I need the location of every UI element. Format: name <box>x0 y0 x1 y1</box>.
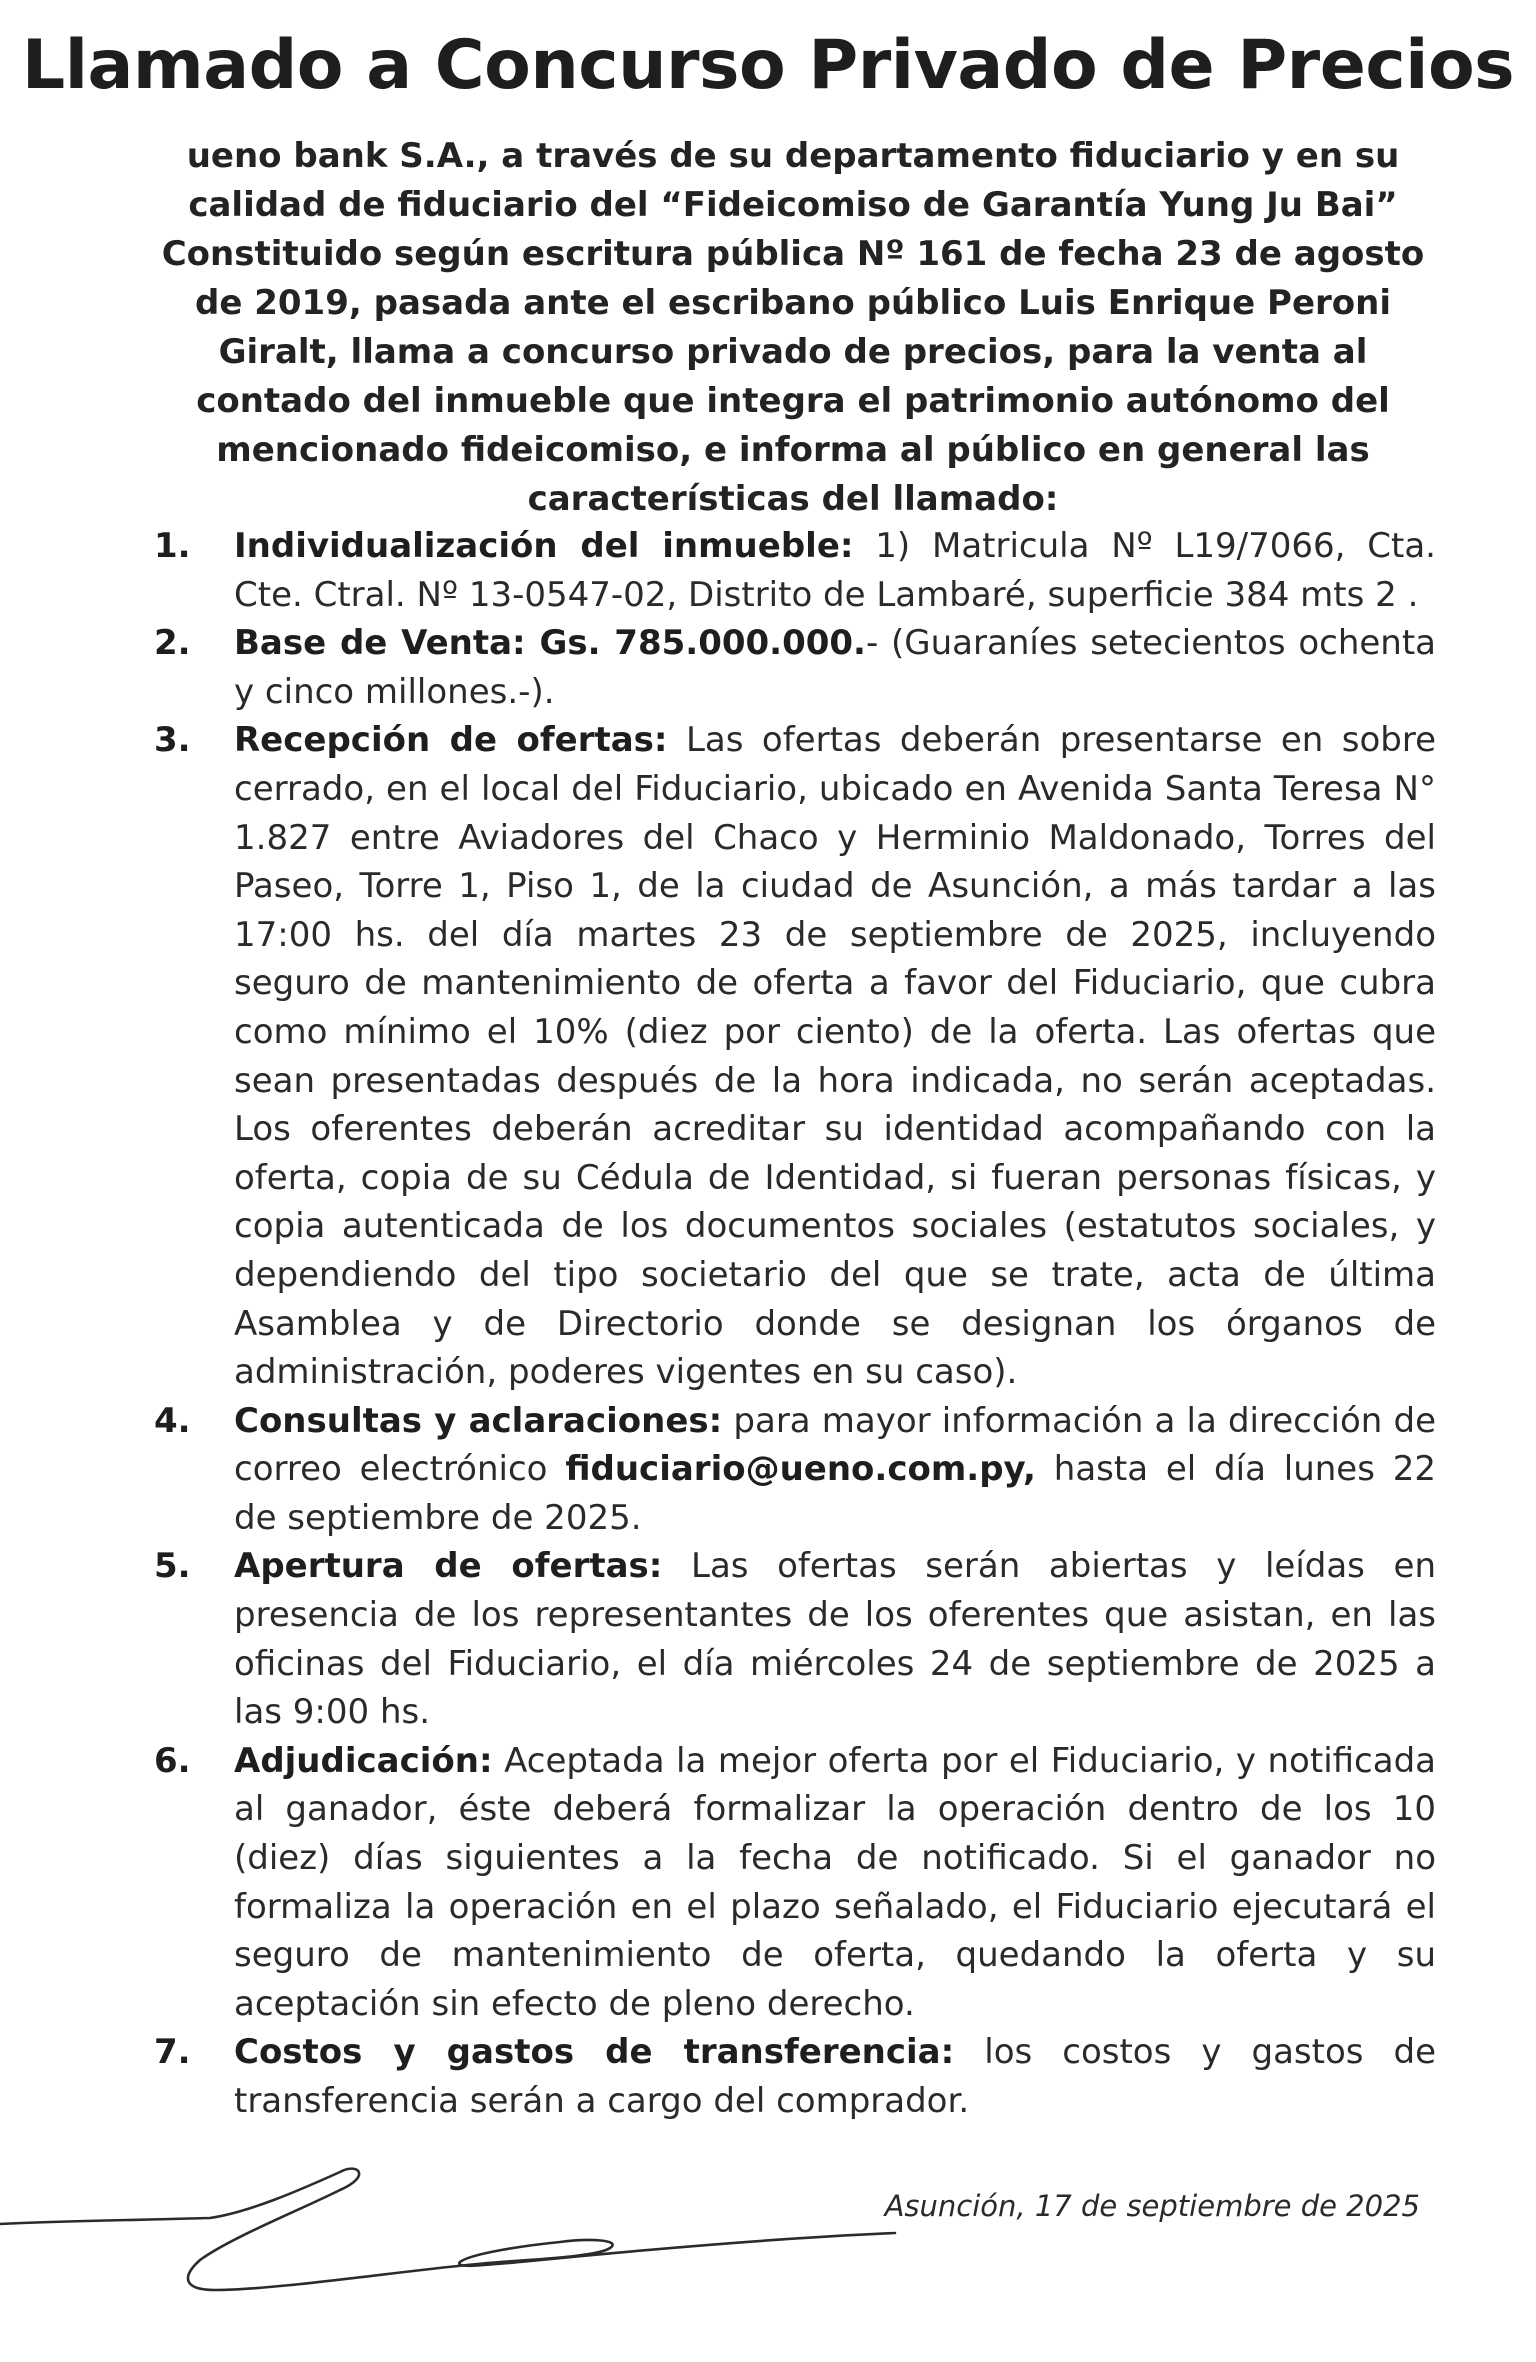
item-number: 3. <box>154 720 191 761</box>
item-text: Las ofertas deberán presentarse en sobre cerrado, en el local del Fiduciario, ubicado en Avenida Santa Teresa N° 1.827 entre Aviadores del Chaco y Herminio Maldonado, Torres del Paseo, Torre 1, Piso 1, de la ciudad de Asunción, a más tardar a las 17:00 hs. del día martes 23 de septiembre de 2025, incluyendo seguro de mantenimiento de oferta a favor del Fiduciario, que cubra como mínimo el 10% (diez por ciento) de la oferta. Las ofertas que sean presentadas después de la hora indicada, no serán aceptadas. Los oferentes deberán acreditar su identidad acompañando con la oferta, copia de su Cédula de Identidad, si fueran personas físicas, y copia autenticada de los documentos sociales (estatutos sociales, y dependiendo del tipo societario del que se trate, acta de última Asamblea y de Directorio donde se designan los órganos de administración, poderes vigentes en su caso). <box>234 720 1437 1393</box>
list-item-inquiries <box>150 1397 1436 1543</box>
list-item-offer-reception <box>150 716 1436 1396</box>
item-label: Base de Venta: Gs. 785.000.000. <box>234 623 866 664</box>
signature-flourish <box>0 2150 930 2330</box>
list-item-sale-base <box>150 619 1436 716</box>
item-text: - (Guaraníes setecientos ochenta y cinco millones.-). <box>234 623 1437 712</box>
item-text-after: hasta el día lunes 22 de septiembre de 2025. <box>234 1449 1437 1538</box>
item-text: Las ofertas serán abiertas y leídas en presencia de los representantes de los oferentes que asistan, en las oficinas del Fiduciario, el día miércoles 24 de septiembre de 2025 a las 9:00 hs. <box>234 1546 1436 1733</box>
item-text: para mayor información a la dirección de correo electrónico <box>234 1400 1436 1490</box>
list-item-offer-opening <box>150 1542 1436 1736</box>
item-number: 4. <box>154 1400 191 1441</box>
item-number: 1. <box>154 526 191 566</box>
list-item-adjudication <box>150 1737 1436 2029</box>
item-text: Aceptada la mejor oferta por el Fiduciario, y notificada al ganador, éste deberá formalizar la operación dentro de los 10 (diez) días siguientes a la fecha de notificado. Si el ganador no formaliza la operación en el plazo señalado, el Fiduciario ejecutará el seguro de mantenimiento de oferta, quedando la oferta y su aceptación sin efecto de pleno derecho. <box>234 1740 1436 2024</box>
item-label: Costos y gastos de transferencia: <box>234 2032 955 2073</box>
signature-area <box>0 2150 1536 2330</box>
item-label: Apertura de ofertas: <box>234 1546 663 1587</box>
list-item-property-identification <box>150 522 1436 619</box>
item-text: los costos y gastos de transferencia serán a cargo del comprador. <box>234 2032 1437 2121</box>
signature-stroke <box>0 2169 895 2290</box>
conditions-list <box>150 522 1436 2126</box>
item-number: 6. <box>154 1740 191 1781</box>
place-date: Asunción, 17 de septiembre de 2025 <box>884 2189 1420 2223</box>
item-number: 7. <box>154 2032 191 2073</box>
item-text: 1) Matricula Nº L19/7066, Cta. Cte. Ctral. Nº 13-0547-02, Distrito de Lambaré, superficie 384 mts 2 . <box>234 526 1436 615</box>
item-number: 2. <box>154 623 191 664</box>
item-label: Adjudicación: <box>234 1740 493 1781</box>
item-label: Individualización del inmueble: <box>234 526 854 566</box>
item-number: 5. <box>154 1546 191 1587</box>
list-item-transfer-costs <box>150 2028 1436 2125</box>
document-title: Llamado a Concurso Privado de Precios <box>21 26 1515 105</box>
intro-paragraph: ueno bank S.A., a través de su departamento fiduciario y en su calidad de fiduciario del “Fideicomiso de Garantía Yung Ju Bai” Constituido según escritura pública Nº 161 de fecha 23 de agosto de 2019, pasada ante el escribano público Luis Enrique Peroni Giralt, llama a concurso privado de precios, para la venta al contado del inmueble que integra el patrimonio autónomo del mencionado fideicomiso, e informa al público en general las características del llamado: <box>161 136 1425 519</box>
contact-email: fiduciario@ueno.com.py, <box>565 1449 1036 1490</box>
item-label: Recepción de ofertas: <box>234 720 668 761</box>
item-label: Consultas y aclaraciones: <box>234 1400 723 1441</box>
